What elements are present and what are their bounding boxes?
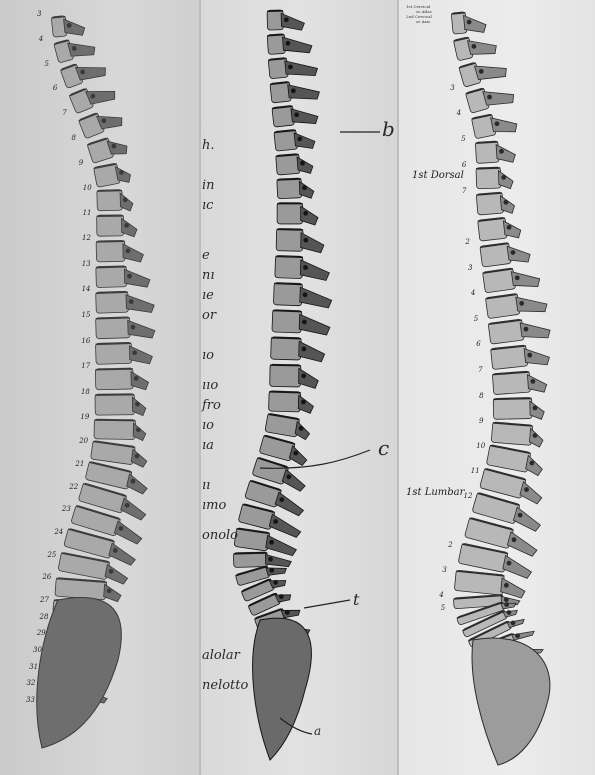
- vertebra: [93, 161, 131, 189]
- left-vertebra-number: 27: [40, 596, 49, 604]
- left-vertebra-number: 22: [69, 482, 79, 491]
- vertebra: [95, 394, 146, 417]
- vertebra: [233, 551, 291, 568]
- vertebra: [478, 216, 522, 243]
- left-vertebra-number: 28: [39, 612, 49, 621]
- left-vertebra-number: 9: [78, 158, 84, 167]
- left-vertebra-number: 14: [81, 285, 91, 294]
- handwritten-line: ıa: [202, 438, 214, 453]
- vertebra: [275, 255, 330, 280]
- vertebra: [268, 55, 318, 80]
- left-vertebra-number: 20: [79, 437, 89, 446]
- left-spine-illustration: [0, 0, 200, 775]
- corner-note-line1: 1st Cervical: [406, 4, 431, 9]
- vertebra: [491, 422, 544, 447]
- vertebra: [96, 316, 156, 340]
- right-cervical-number: 5: [461, 135, 466, 144]
- vertebra: [465, 80, 515, 114]
- handwritten-line: ıe: [202, 288, 214, 303]
- right-sacrum: [472, 638, 550, 765]
- corner-note: [406, 4, 432, 24]
- right-cervical-number: 6: [461, 161, 467, 170]
- vertebra: [492, 370, 547, 396]
- handwritten-line: fro: [202, 398, 221, 413]
- marker-b: b: [382, 117, 395, 141]
- left-vertebra-number: 33: [26, 696, 35, 704]
- panel-seam-left: [199, 0, 201, 775]
- right-lumbar-number: 2: [448, 541, 453, 550]
- handwritten-line: ıo: [202, 418, 214, 433]
- vertebra: [267, 32, 312, 56]
- left-vertebra-number: 17: [81, 362, 91, 371]
- vertebra: [87, 133, 129, 165]
- left-vertebra-number: 25: [47, 550, 57, 559]
- right-cervical-number: 7: [462, 186, 467, 195]
- vertebra: [268, 391, 313, 414]
- heading-lumbar: 1st Lumbar: [406, 487, 465, 498]
- vertebra: [96, 265, 150, 289]
- vertebra: [491, 343, 551, 371]
- left-vertebra-number: 10: [82, 183, 92, 192]
- vertebra: [272, 310, 331, 336]
- left-vertebra-number: 12: [82, 234, 91, 243]
- corner-note-line2: or Atlas: [416, 9, 432, 14]
- left-vertebra-number: 6: [52, 84, 58, 93]
- panel-seam-right: [397, 0, 399, 775]
- vertebra: [273, 282, 332, 308]
- right-dorsal-number: 2: [465, 237, 470, 246]
- vertebra: [96, 342, 153, 366]
- vertebra: [270, 364, 319, 388]
- right-dorsal-number: 9: [478, 417, 484, 426]
- middle-spine-panel: [200, 0, 398, 775]
- vertebra: [265, 413, 312, 440]
- marker-t: t: [353, 590, 360, 609]
- heading-dorsal: 1st Dorsal: [412, 170, 464, 181]
- vertebra: [270, 78, 320, 104]
- right-lumbar-number: 4: [439, 591, 444, 600]
- right-dorsal-number: 8: [479, 391, 484, 400]
- handwritten-line: h.: [202, 138, 215, 153]
- handwritten-line: alolar: [202, 648, 240, 663]
- vertebra: [95, 368, 148, 391]
- left-vertebra-number: 5: [44, 59, 49, 68]
- marker-a: a: [314, 724, 322, 738]
- vertebra: [482, 264, 540, 294]
- vertebra: [277, 203, 318, 225]
- handwritten-line: ıo: [202, 348, 214, 363]
- vertebra: [453, 31, 498, 62]
- left-vertebra-number: 8: [71, 134, 76, 142]
- right-lumbar-number: 5: [440, 604, 446, 613]
- middle-spine-drawing: [233, 9, 332, 760]
- left-vertebra-number: 13: [81, 259, 91, 268]
- right-cervical-number: 3: [450, 83, 455, 92]
- handwritten-line: ımo: [202, 498, 227, 513]
- vertebra: [480, 240, 531, 268]
- marker-c: c: [378, 436, 390, 460]
- handwritten-line: nı: [202, 268, 215, 283]
- left-vertebra-number: 21: [75, 460, 85, 468]
- vertebra: [96, 240, 143, 263]
- left-vertebra-number: 26: [42, 573, 52, 582]
- corner-note-line3: 2nd Cervical: [406, 14, 432, 19]
- vertebra: [471, 109, 518, 140]
- left-vertebra-number: 29: [36, 629, 46, 638]
- vertebra: [476, 167, 513, 190]
- handwritten-line: e: [202, 248, 210, 263]
- left-vertebra-number: 31: [29, 662, 39, 671]
- vertebra: [493, 397, 544, 420]
- right-dorsal-number: 6: [476, 340, 481, 349]
- vertebra: [97, 215, 137, 238]
- left-sacrum: [37, 598, 122, 749]
- right-lumbar-number: 3: [442, 566, 447, 575]
- left-spine-panel: [0, 0, 200, 775]
- vertebra: [277, 177, 314, 199]
- handwritten-line: onolo: [202, 528, 239, 543]
- left-vertebra-number: 11: [82, 208, 92, 217]
- right-dorsal-number: 12: [463, 491, 473, 500]
- left-vertebra-number: 4: [38, 34, 44, 43]
- vertebra: [276, 153, 314, 176]
- vertebra: [476, 191, 515, 216]
- right-spine-drawing: [451, 10, 551, 765]
- right-cervical-number: 4: [456, 109, 462, 118]
- left-vertebra-number: 23: [61, 505, 71, 514]
- left-spine-drawing: [37, 14, 155, 748]
- vertebra: [96, 290, 155, 314]
- vertebra: [94, 419, 146, 441]
- right-dorsal-number: 5: [473, 314, 479, 323]
- vertebra: [276, 228, 324, 252]
- corner-note-line4: or Axis: [416, 19, 431, 24]
- handwritten-line: ıc: [202, 198, 214, 213]
- vertebra: [488, 316, 551, 346]
- vertebra: [485, 289, 548, 319]
- left-vertebra-number: 32: [26, 679, 36, 688]
- vertebra: [267, 9, 304, 31]
- middle-sacrum: [253, 618, 312, 760]
- left-vertebra-number: 19: [80, 413, 90, 422]
- pointer-t: [304, 600, 350, 608]
- right-spine-illustration: [398, 0, 595, 775]
- vertebra: [274, 128, 316, 153]
- vertebra: [272, 103, 319, 128]
- vertebra: [54, 33, 97, 64]
- vertebra: [271, 337, 326, 362]
- handwritten-line: ıı: [202, 478, 211, 493]
- handwritten-line: nelotto: [202, 678, 249, 693]
- left-vertebra-number: 30: [33, 646, 42, 654]
- handwritten-line: in: [202, 178, 215, 193]
- handwritten-line: ııo: [202, 378, 219, 393]
- vertebra: [51, 14, 85, 39]
- right-dorsal-number: 3: [467, 263, 473, 272]
- left-vertebra-number: 24: [54, 528, 64, 536]
- vertebra: [97, 189, 133, 212]
- vertebra: [454, 570, 526, 598]
- right-dorsal-number: 4: [470, 289, 476, 298]
- right-dorsal-number: 11: [470, 466, 480, 475]
- vertebra: [475, 140, 516, 165]
- left-vertebra-number: 15: [81, 311, 91, 319]
- right-dorsal-number: 7: [478, 366, 483, 375]
- left-vertebra-number: 3: [37, 10, 42, 18]
- left-vertebra-number: 16: [81, 336, 91, 345]
- vertebra: [451, 10, 486, 35]
- right-spine-panel: [398, 0, 595, 775]
- right-dorsal-number: 10: [476, 442, 486, 451]
- handwritten-line: or: [202, 308, 217, 323]
- left-vertebra-number: 18: [80, 387, 90, 396]
- left-vertebra-number: 7: [62, 109, 67, 118]
